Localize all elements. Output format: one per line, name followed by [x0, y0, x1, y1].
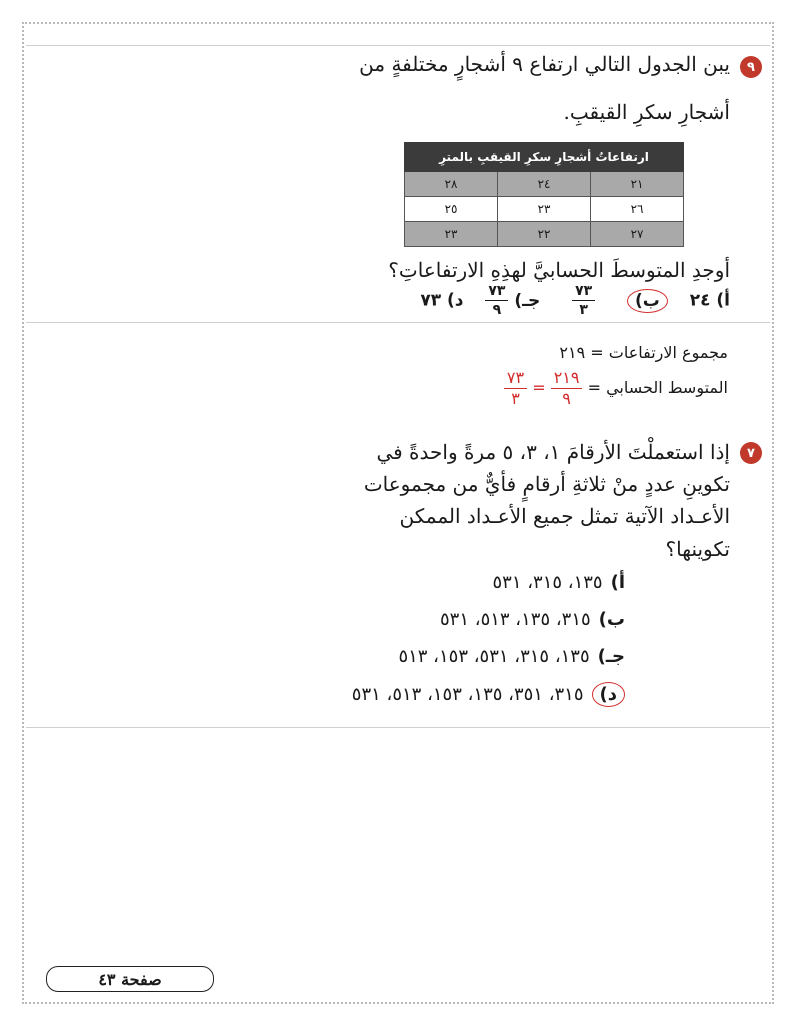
- fraction-numerator: ٧٣: [572, 284, 595, 301]
- choice-c[interactable]: [398, 646, 625, 667]
- question-1-line-2: أشجارِ سكرِ القيقبِ.: [563, 100, 730, 124]
- choice-b[interactable]: [440, 609, 625, 630]
- question-2-line-2: تكوينِ عددٍ منْ ثلاثةِ أرقامٍ فأيٌّ من مجموعات: [363, 472, 730, 496]
- choice-text: ٣١٥، ٣٥١، ١٣٥، ١٥٣، ٥١٣، ٥٣١: [351, 684, 584, 705]
- selected-answer-circle: [627, 289, 668, 313]
- option-b-label: ب): [635, 290, 660, 311]
- question-2-line-4: تكوينها؟: [665, 537, 730, 561]
- heights-table: [404, 142, 684, 247]
- table-cell: ٢٨: [405, 172, 498, 197]
- option-d-value: ٧٣: [420, 290, 442, 311]
- question-number: ٧: [747, 445, 755, 461]
- option-a-value: ٢٤: [689, 290, 711, 311]
- choice-label: جـ): [597, 646, 625, 667]
- question-number: ٩: [747, 59, 755, 75]
- question-2-line-1: إذا استعملْتَ الأرقامَ ١، ٣، ٥ مرةً واحدةً في: [376, 440, 730, 464]
- table-title: ارتفاعاتُ أشجارِ سكرِ القيقبِ بالمترِ: [405, 143, 684, 172]
- table-cell: ٢٣: [498, 197, 591, 222]
- option-a-label: أ): [716, 290, 730, 311]
- choice-d[interactable]: [352, 682, 625, 707]
- option-d-label: د): [447, 290, 464, 311]
- answer-options: [420, 284, 730, 317]
- choice-a[interactable]: [492, 572, 625, 593]
- choice-text: ١٣٥، ٣١٥، ٥٣١، ١٥٣، ٥١٣: [398, 646, 590, 667]
- option-c-label: جـ): [514, 290, 541, 311]
- option-a[interactable]: [690, 291, 730, 311]
- table-cell: ٢٢: [498, 222, 591, 247]
- fraction-denominator: ٩: [492, 302, 502, 318]
- option-b-fraction: [572, 284, 595, 317]
- table-cell: ٢٣: [405, 222, 498, 247]
- page-number-label: صفحة ٤٣: [98, 969, 162, 989]
- option-c-fraction: [485, 284, 508, 317]
- table-cell: ٢٦: [591, 197, 684, 222]
- fraction-denominator: ٣: [511, 389, 520, 408]
- table-cell: ٢١: [591, 172, 684, 197]
- question-number-badge: [740, 56, 762, 78]
- mean-label: المتوسط الحسابي =: [587, 378, 728, 397]
- option-b[interactable]: [572, 283, 668, 318]
- option-d[interactable]: [420, 291, 463, 311]
- fraction-numerator: ٧٣: [485, 284, 508, 301]
- table-cell: ٢٧: [591, 222, 684, 247]
- sum-of-heights: مجموع الارتفاعات = ٢١٩: [559, 343, 728, 362]
- question-1-line-1: يبن الجدول التالي ارتفاع ٩ أشجارٍ مختلفةٍ من: [359, 52, 730, 76]
- choice-label: أ): [610, 572, 625, 593]
- table-row: [405, 197, 684, 222]
- choice-text: ٣١٥، ١٣٥، ٥١٣، ٥٣١: [440, 609, 591, 630]
- choice-text: ١٣٥، ٣١٥، ٥٣١: [492, 572, 603, 593]
- table-cell: ٢٥: [405, 197, 498, 222]
- option-c[interactable]: [485, 283, 541, 318]
- table-row: [405, 172, 684, 197]
- fraction-denominator: ٣: [579, 302, 588, 318]
- selected-choice-circle: د): [592, 682, 625, 707]
- question-2-line-3: الأعـداد الآتية تمثل جميع الأعـداد الممكن: [399, 504, 730, 528]
- choice-label: ب): [598, 609, 625, 630]
- fraction-numerator: ٢١٩: [551, 370, 583, 389]
- page-number-badge: [46, 966, 214, 992]
- table-row: [405, 222, 684, 247]
- question-number-badge: [740, 442, 762, 464]
- question-1-prompt: أوجدِ المتوسطَ الحسابيَّ لهذِهِ الارتفاعاتِ؟: [388, 258, 730, 282]
- equals-sign: =: [532, 378, 546, 397]
- table-cell: ٢٤: [498, 172, 591, 197]
- fraction-denominator: ٩: [562, 389, 571, 408]
- fraction-numerator: ٧٣: [504, 370, 527, 389]
